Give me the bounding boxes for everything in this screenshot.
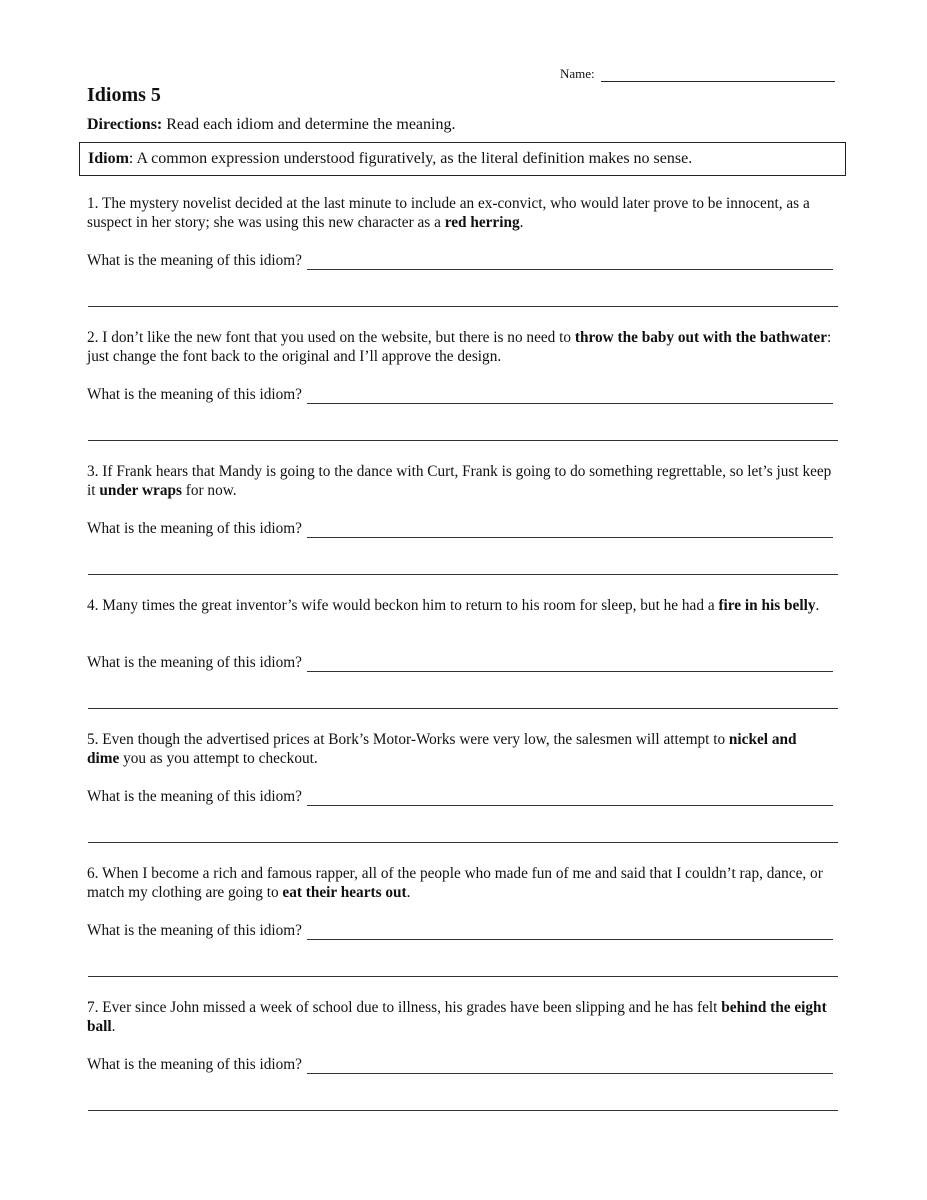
meaning-prompt-label: What is the meaning of this idiom? [87,520,302,537]
meaning-prompt-3 [87,520,837,538]
worksheet-title: Idioms 5 [87,84,161,106]
question-text-end: . [406,884,411,901]
question-4 [87,596,832,615]
answer-blank[interactable] [307,523,833,538]
question-5 [87,730,832,768]
answer-blank[interactable] [307,389,833,404]
question-number: 2. [87,329,99,346]
question-text-end: : just change the font back to the original and I’ll approve the design. [87,329,832,365]
meaning-prompt-label: What is the meaning of this idiom? [87,386,302,403]
meaning-prompt-label: What is the meaning of this idiom? [87,252,302,269]
question-text-end: . [815,597,820,614]
question-2 [87,328,832,366]
meaning-prompt-1 [87,252,837,270]
answer-blank[interactable] [307,925,833,940]
question-text-end: for now. [181,482,237,499]
answer-line[interactable] [88,976,838,977]
name-field [560,66,835,82]
answer-blank[interactable] [307,657,833,672]
meaning-prompt-4 [87,654,837,672]
definition-term: Idiom [88,150,129,167]
meaning-prompt-6 [87,922,837,940]
idiom-definition-box [79,142,846,176]
question-number: 3. [87,463,99,480]
directions-text: Read each idiom and determine the meaning. [162,116,456,133]
meaning-prompt-label: What is the meaning of this idiom? [87,922,302,939]
question-3 [87,462,832,500]
meaning-prompt-label: What is the meaning of this idiom? [87,654,302,671]
answer-line[interactable] [88,708,838,709]
meaning-prompt-label: What is the meaning of this idiom? [87,788,302,805]
meaning-prompt-2 [87,386,837,404]
answer-line[interactable] [88,306,838,307]
question-text-end: . [111,1018,116,1035]
question-number: 4. [87,597,99,614]
question-number: 5. [87,731,99,748]
meaning-prompt-5 [87,788,837,806]
answer-line[interactable] [88,1110,838,1111]
question-text: Even though the advertised prices at Bork’s Motor-Works were very low, the salesmen will attempt to [98,731,729,748]
question-text: The mystery novelist decided at the last minute to include an ex-convict, who would later prove to be innocent, as a suspect in her story; she was using this new character as a [87,195,810,231]
question-text-end: you as you attempt to checkout. [119,750,318,767]
idiom-phrase: under wraps [99,482,182,499]
meaning-prompt-7 [87,1056,837,1074]
idiom-phrase: fire in his belly [718,597,816,614]
question-number: 6. [87,865,99,882]
question-number: 7. [87,999,99,1016]
question-6 [87,864,832,902]
idiom-phrase: eat their hearts out [282,884,407,901]
directions [87,116,455,134]
answer-line[interactable] [88,440,838,441]
idiom-phrase: red herring [444,214,520,231]
meaning-prompt-label: What is the meaning of this idiom? [87,1056,302,1073]
question-text: If Frank hears that Mandy is going to the dance with Curt, Frank is going to do something regrettable, so let’s just keep it [87,463,832,499]
answer-blank[interactable] [307,1059,833,1074]
idiom-phrase: behind the eight ball [87,999,827,1035]
name-label: Name: [560,66,595,81]
answer-line[interactable] [88,842,838,843]
idiom-phrase: throw the baby out with the bathwater [574,329,827,346]
answer-blank[interactable] [307,791,833,806]
question-number: 1. [87,195,99,212]
directions-label: Directions: [87,116,163,133]
question-text: Many times the great inventor’s wife would beckon him to return to his room for sleep, but he had a [98,597,719,614]
question-text-end: . [519,214,524,231]
question-text: Ever since John missed a week of school due to illness, his grades have been slipping and he has felt [98,999,722,1016]
answer-blank[interactable] [307,255,833,270]
answer-line[interactable] [88,574,838,575]
question-7 [87,998,832,1036]
name-blank-line[interactable] [601,68,835,82]
definition-text: : A common expression understood figuratively, as the literal definition makes no sense. [128,150,693,167]
question-1 [87,194,832,232]
question-text: When I become a rich and famous rapper, all of the people who made fun of me and said that I couldn’t rap, dance, or match my clothing are going to [87,865,823,901]
question-text: I don’t like the new font that you used on the website, but there is no need to [98,329,575,346]
idiom-phrase: nickel and dime [87,731,797,767]
